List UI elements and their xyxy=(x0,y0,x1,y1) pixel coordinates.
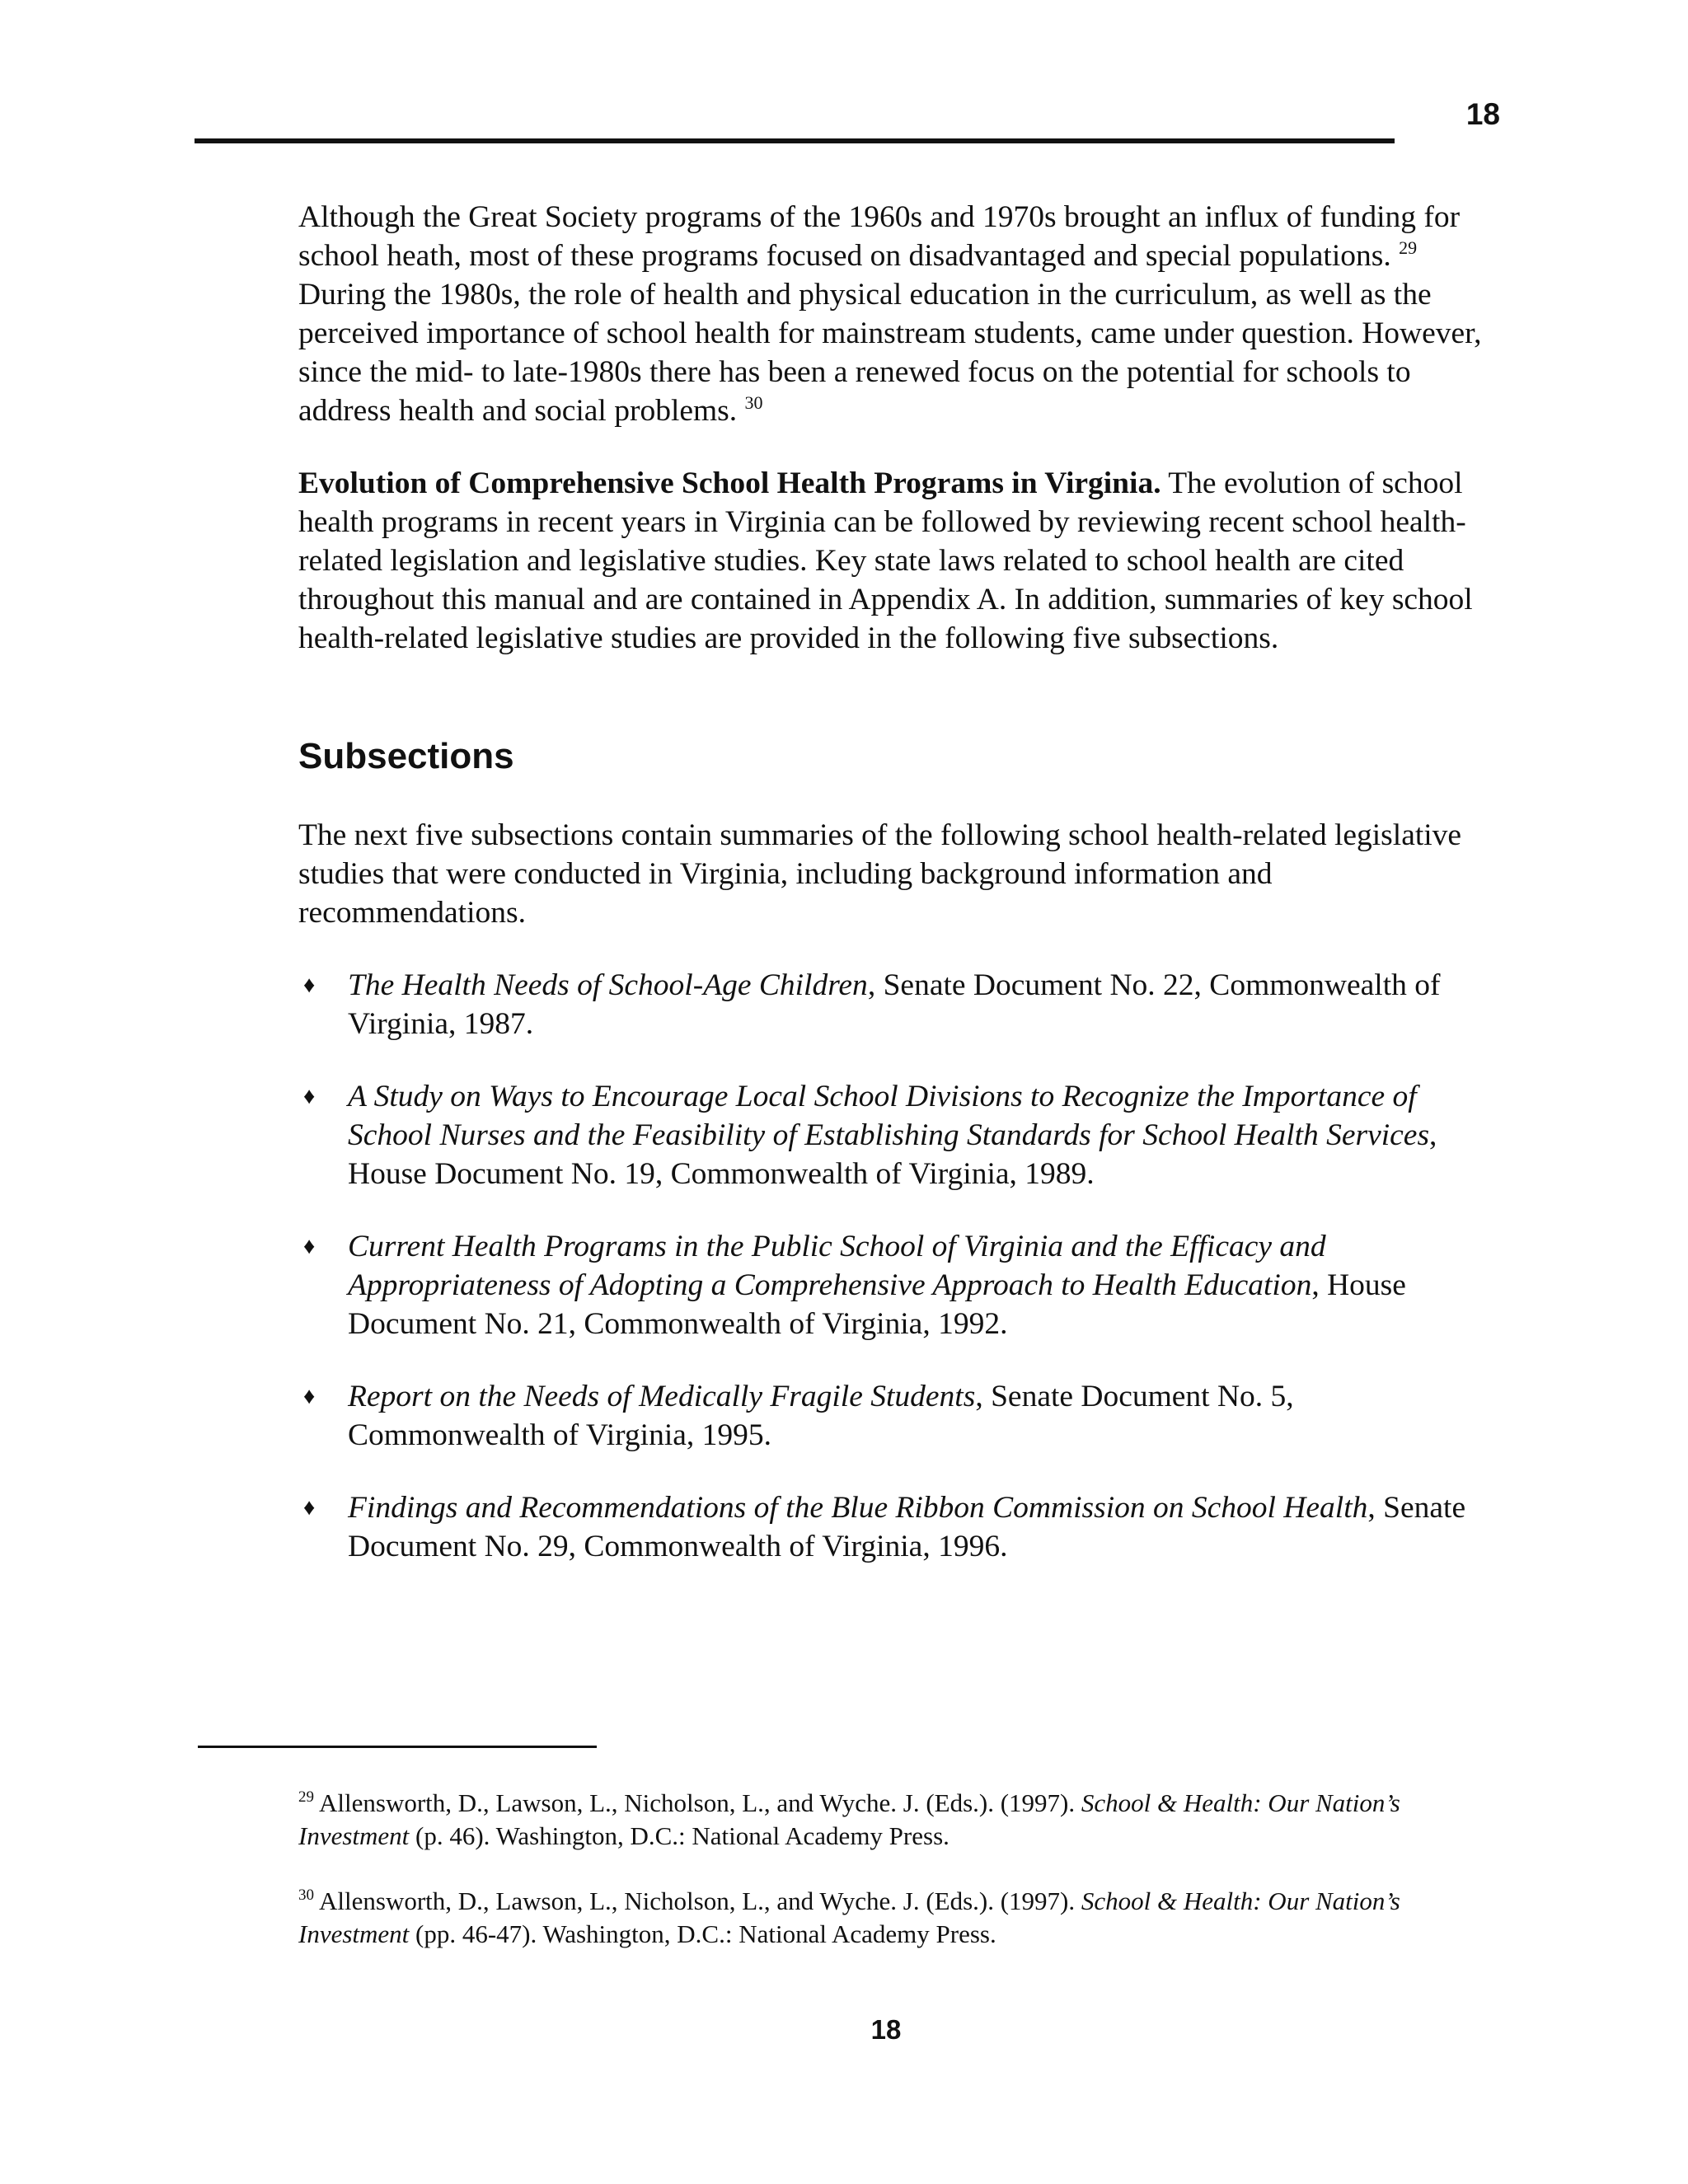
diamond-bullet-icon: ♦ xyxy=(303,1495,316,1521)
main-content xyxy=(298,198,1493,1600)
footnote-number: 30 xyxy=(298,1886,314,1904)
list-item xyxy=(298,1377,1493,1455)
footnote-details: (p. 46). Washington, D.C.: National Academy Press. xyxy=(409,1821,950,1850)
document-title: Report on the Needs of Medically Fragile Students xyxy=(348,1380,976,1413)
document-citation: , House Document No. 19, Commonwealth of Virginia, 1989. xyxy=(348,1118,1437,1191)
footnote-title: School & Health: Our Nation’s Investment xyxy=(298,1886,1400,1948)
footer-page-number: 18 xyxy=(870,2014,902,2045)
legislative-studies-list xyxy=(298,966,1493,1566)
document-title: The Health Needs of School-Age Children xyxy=(348,968,868,1002)
document-citation: , Senate Document No. 5, Commonwealth of Virginia, 1995. xyxy=(348,1380,1294,1452)
paragraph-great-society xyxy=(298,198,1493,430)
footnote-30 xyxy=(298,1885,1493,1951)
diamond-bullet-icon: ♦ xyxy=(303,1084,316,1109)
footnote-details: (pp. 46-47). Washington, D.C.: National Academy Press. xyxy=(409,1919,996,1948)
paragraph-text: Although the Great Society programs of the 1960s and 1970s brought an influx of funding for school heath, most of these programs focused on disadvantaged and special populations. xyxy=(298,200,1461,273)
diamond-bullet-icon: ♦ xyxy=(303,972,316,998)
header-page-number: 18 xyxy=(1465,97,1500,131)
footnote-29 xyxy=(298,1787,1493,1853)
footnote-authors: Allensworth, D., Lawson, L., Nicholson, L., and Wyche. J. (Eds.). (1997). xyxy=(314,1788,1081,1817)
diamond-bullet-icon: ♦ xyxy=(303,1234,316,1259)
list-item xyxy=(298,966,1493,1043)
list-item xyxy=(298,1077,1493,1193)
section-heading: Subsections xyxy=(298,736,514,776)
diamond-bullet-icon: ♦ xyxy=(303,1384,316,1409)
subsections-intro: The next five subsections contain summaries of the following school health-related legislative studies that were conducted in Virginia, including background information and recommendations. xyxy=(298,818,1462,930)
footnote-number: 29 xyxy=(298,1788,314,1806)
footnote-reference-30: 30 xyxy=(744,392,763,413)
list-item xyxy=(298,1488,1493,1566)
document-citation: , House Document No. 21, Commonwealth of Virginia, 1992. xyxy=(348,1268,1406,1341)
footnote-title: School & Health: Our Nation’s Investment xyxy=(298,1788,1400,1850)
document-title: Current Health Programs in the Public School of Virginia and the Efficacy and Appropriateness of Adopting a Comprehensive Approach to Health Education xyxy=(348,1230,1326,1302)
list-item xyxy=(298,1227,1493,1343)
header-rule xyxy=(195,138,1395,143)
document-title: A Study on Ways to Encourage Local School Divisions to Recognize the Importance of School Nurses and the Feasibility of Establishing Standards for School Health Services xyxy=(348,1080,1430,1152)
footnotes xyxy=(298,1787,1493,1983)
document-title: Findings and Recommendations of the Blue Ribbon Commission on School Health xyxy=(348,1491,1368,1525)
footnote-authors: Allensworth, D., Lawson, L., Nicholson, L., and Wyche. J. (Eds.). (1997). xyxy=(314,1886,1081,1915)
paragraph-text: The evolution of school health programs in recent years in Virginia can be followed by reviewing recent school health-related legislation and legislative studies. Key state laws related to school health are cited throughout this manual and are contained in Appendix A. In addition, summaries of key school health-related legislative studies are provided in the following five subsections. xyxy=(298,466,1473,655)
document-citation: , Senate Document No. 22, Commonwealth of Virginia, 1987. xyxy=(348,968,1441,1041)
footnote-separator xyxy=(198,1746,597,1748)
footnote-reference-29: 29 xyxy=(1399,237,1418,258)
document-citation: , Senate Document No. 29, Commonwealth of Virginia, 1996. xyxy=(348,1491,1466,1563)
paragraph-evolution xyxy=(298,464,1493,658)
paragraph-text: During the 1980s, the role of health and physical education in the curriculum, as well as the perceived importance of school health for mainstream students, came under question. However, since the mid- to late-1980s there has been a renewed focus on the potential for schools to address health and social problems. xyxy=(298,278,1482,428)
run-in-heading: Evolution of Comprehensive School Health Programs in Virginia. xyxy=(298,466,1161,500)
